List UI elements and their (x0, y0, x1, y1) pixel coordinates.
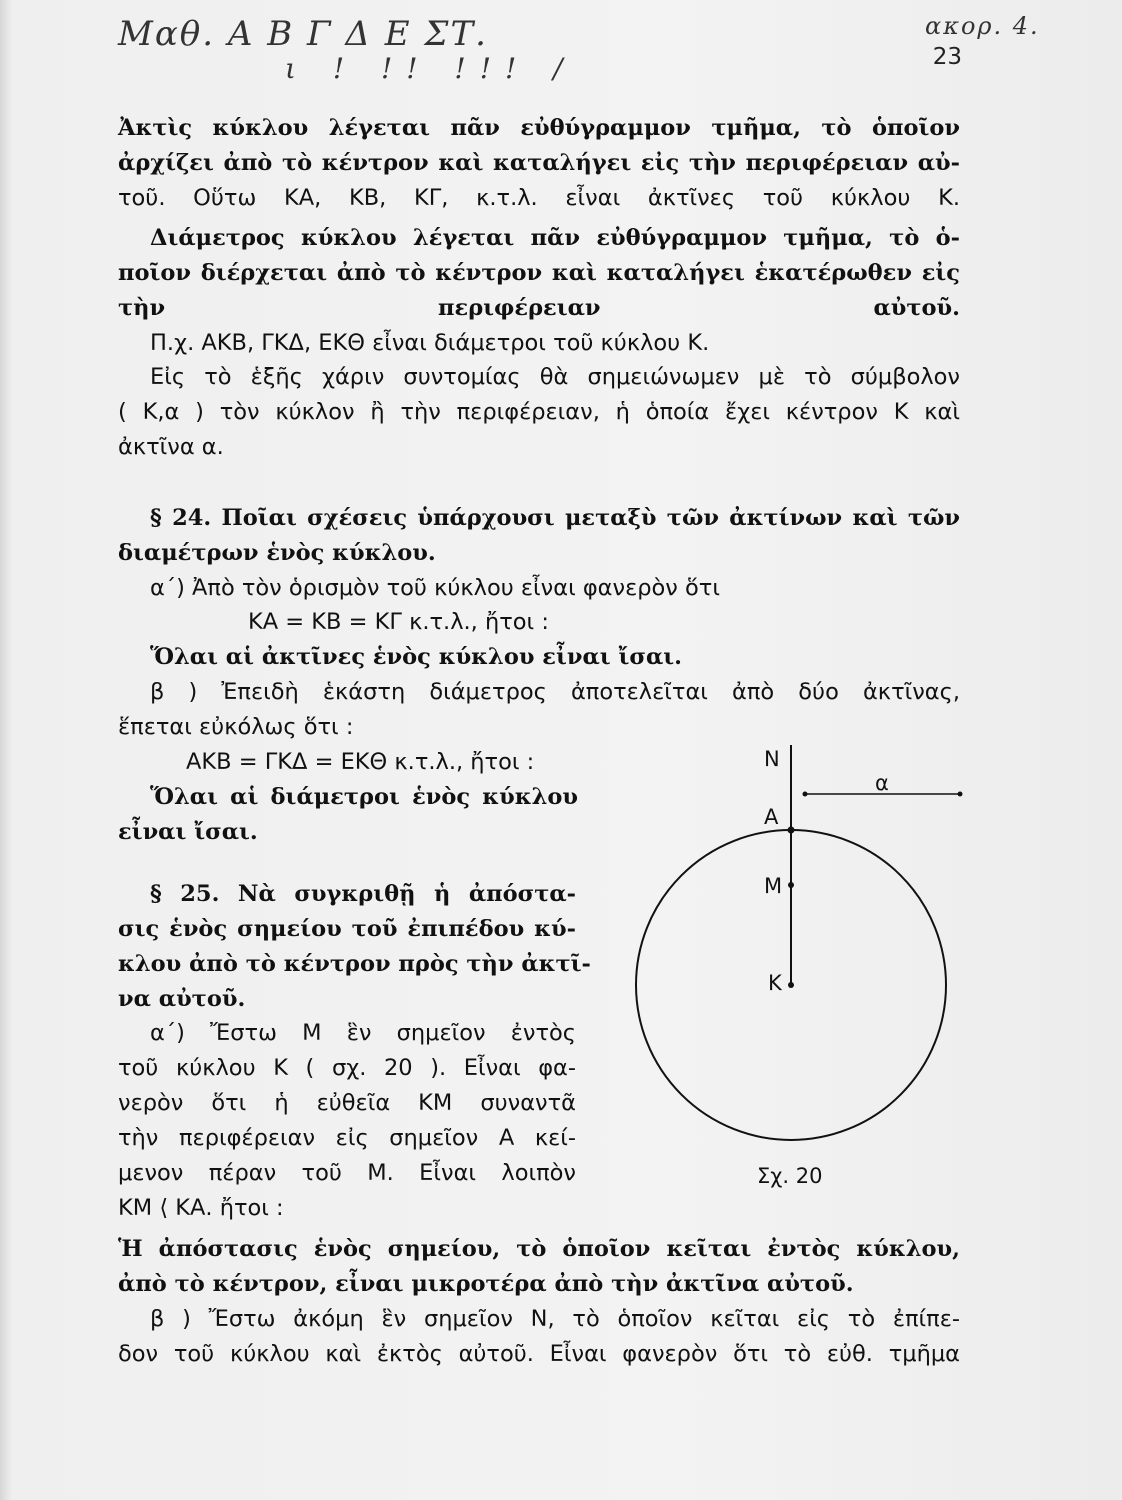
text-line: Ὅλαι αἱ ἀκτῖνες ἑνὸς κύκλου εἶναι ἴσαι. (150, 644, 682, 670)
text-line: διαμέτρων ἑνὸς κύκλου. (118, 540, 436, 566)
point-m (788, 882, 794, 888)
text-line: § 25. Νὰ συγκριθῇ ἡ ἀπόστα- (150, 881, 576, 907)
figure-caption: Σχ. 20 (757, 1164, 823, 1188)
text-line: κλου ἀπὸ τὸ κέντρον πρὸς τὴν ἀκτῖ- (118, 951, 591, 977)
point-a (788, 827, 795, 834)
text-line: Ἡ ἀπόστασις ἑνὸς σημείου, τὸ ὁποῖον κεῖται ἐντὸς κύκλου, (118, 1236, 960, 1262)
handwritten-note: ακορ. 4. (925, 12, 1040, 40)
point-k (788, 982, 794, 988)
text-line: β ) Ἔστω ἀκόμη ἓν σημεῖον Ν, τὸ ὁποῖον κεῖται εἰς τὸ ἐπίπε- (150, 1306, 960, 1332)
text-line: ποῖον διέρχεται ἀπὸ τὸ κέντρον καὶ καταλήγει ἑκατέρωθεν εἰς (118, 260, 960, 286)
text-line: εἶναι ἴσαι. (118, 819, 258, 845)
text-line: α΄) Ἔστω Μ ἓν σημεῖον ἐντὸς (150, 1020, 576, 1046)
text-line: τὴν περιφέρειαν εἰς σημεῖον Α κεί- (118, 1125, 576, 1151)
handwritten-annotation: Μαθ. Α Β Γ Δ Ε ΣΤ. (118, 14, 488, 54)
text-line: Εἰς τὸ ἑξῆς χάριν συντομίας θὰ σημειώνωμεν μὲ τὸ σύμβολον (150, 364, 960, 390)
text-line: σις ἑνὸς σημείου τοῦ ἐπιπέδου κύ- (118, 916, 576, 942)
text-line: τὴν περιφέρειαν αὐτοῦ. (118, 295, 960, 321)
text-line: δον τοῦ κύκλου καὶ ἐκτὸς αὐτοῦ. Εἶναι φανερὸν ὅτι τὸ εὐθ. τμῆμα (118, 1341, 960, 1367)
text-line: μενον πέραν τοῦ Μ. Εἶναι λοιπὸν (118, 1160, 576, 1186)
text-line: ΚΑ = ΚΒ = ΚΓ κ.τ.λ., ἤτοι : (248, 609, 549, 635)
text-line: Ἀκτὶς κύκλου λέγεται πᾶν εὐθύγραμμον τμῆμα, τὸ ὁποῖον (118, 115, 960, 141)
label-k: Κ (768, 971, 782, 995)
label-m: Μ (764, 874, 783, 898)
label-n: Ν (764, 747, 780, 771)
text-line: ἀρχίζει ἀπὸ τὸ κέντρον καὶ καταλήγει εἰς τὴν περιφέρειαν αὐ- (118, 150, 960, 176)
text-line: ΑΚΒ = ΓΚΔ = ΕΚΘ κ.τ.λ., ἤτοι : (186, 749, 535, 775)
text-line: ἀπὸ τὸ κέντρον, εἶναι μικροτέρα ἀπὸ τὴν ἀκτῖνα αὐτοῦ. (118, 1271, 854, 1297)
text-line: Διάμετρος κύκλου λέγεται πᾶν εὐθύγραμμον τμῆμα, τὸ ὁ- (150, 225, 960, 251)
text-line: να αὐτοῦ. (118, 986, 246, 1012)
text-line: ( Κ,α ) τὸν κύκλον ἢ τὴν περιφέρειαν, ἡ ὁποία ἔχει κέντρον Κ καὶ (118, 399, 960, 425)
text-line: ἀκτῖνα α. (118, 434, 224, 460)
text-line: § 24. Ποῖαι σχέσεις ὑπάρχουσι μεταξὺ τῶν ἀκτίνων καὶ τῶν (150, 505, 960, 531)
label-alpha: α (875, 771, 889, 795)
handwritten-marks: ι ! !! !!! / (285, 52, 577, 85)
text-line: νερὸν ὅτι ἡ εὐθεῖα ΚΜ συναντᾶ (118, 1090, 576, 1116)
text-line: Ὅλαι αἱ διάμετροι ἑνὸς κύκλου (150, 784, 578, 810)
text-line: τοῦ. Οὕτω ΚΑ, ΚΒ, ΚΓ, κ.τ.λ. εἶναι ἀκτῖνες τοῦ κύκλου Κ. (118, 185, 960, 211)
text-line: τοῦ κύκλου Κ ( σχ. 20 ). Εἶναι φα- (118, 1055, 576, 1081)
text-line: ΚΜ ⟨ ΚΑ. ἤτοι : (118, 1195, 284, 1221)
text-line: α΄) Ἀπὸ τὸν ὁρισμὸν τοῦ κύκλου εἶναι φανερὸν ὅτι (150, 575, 720, 601)
alpha-endpoint (803, 792, 808, 797)
page-number: 23 (932, 44, 962, 70)
label-a: Α (764, 805, 779, 829)
text-line: Π.χ. ΑΚΒ, ΓΚΔ, ΕΚΘ εἶναι διάμετροι τοῦ κύκλου Κ. (150, 330, 710, 356)
alpha-endpoint (958, 792, 963, 797)
text-line: ἕπεται εὐκόλως ὅτι : (118, 714, 354, 740)
text-line: β ) Ἐπειδὴ ἑκάστη διάμετρος ἀποτελεῖται ἀπὸ δύο ἀκτῖνας, (150, 679, 960, 705)
